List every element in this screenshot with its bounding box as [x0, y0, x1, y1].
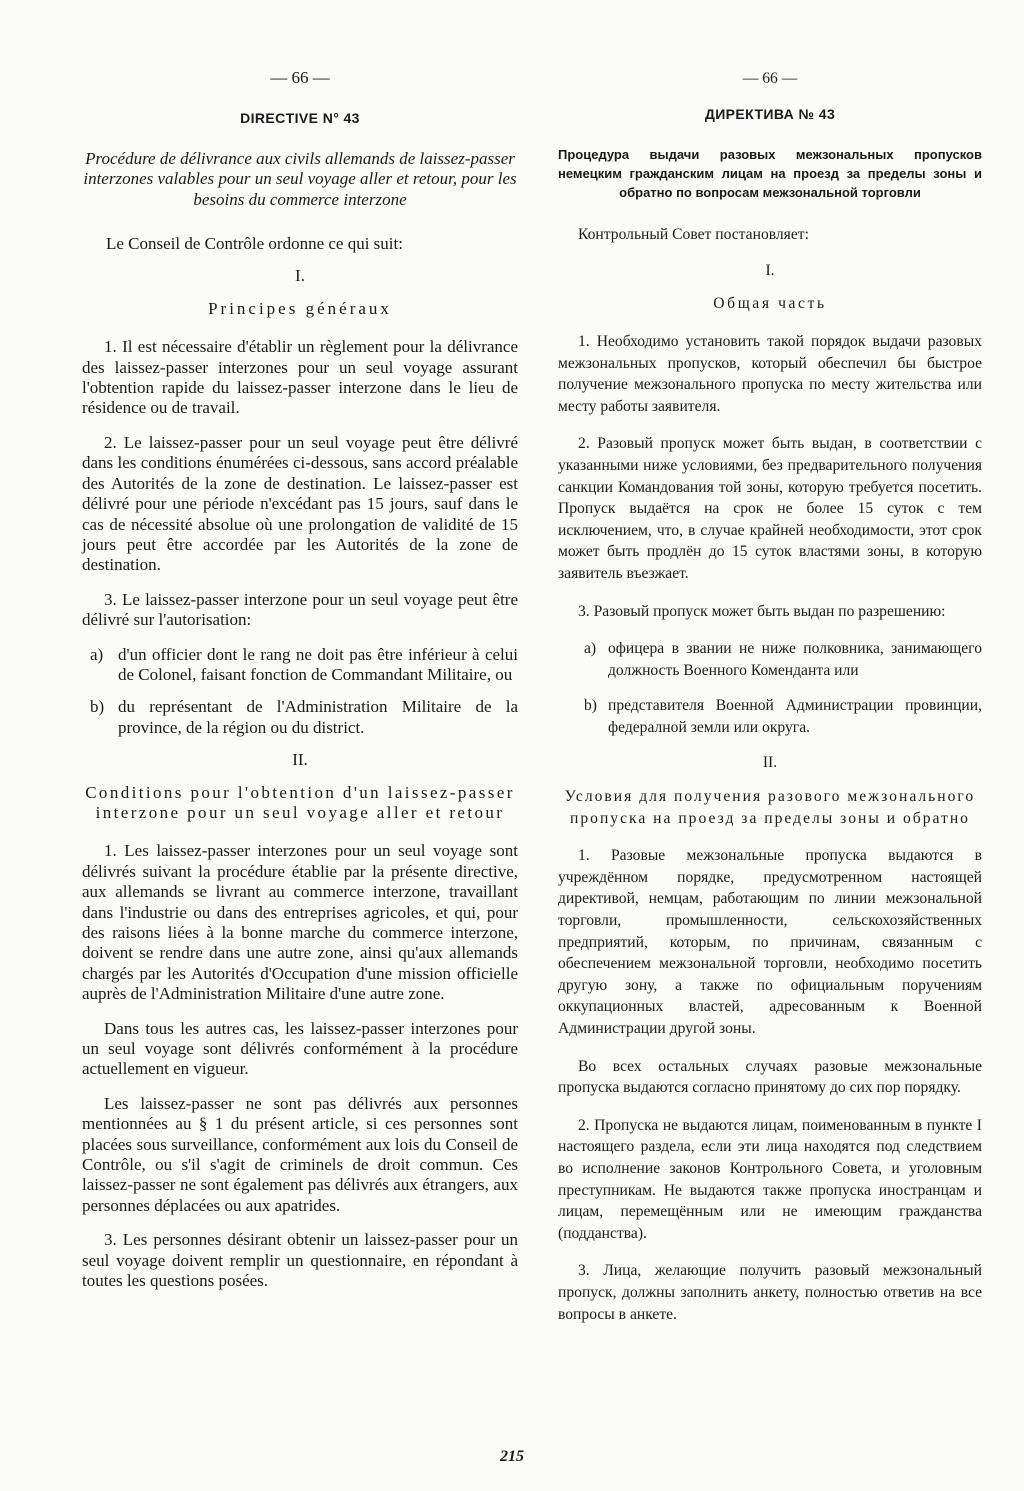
page-number: — 66 —	[270, 68, 330, 87]
directive-subtitle: Процедура выдачи разовых межзональных пропусков немецким гражданским лицам на проезд за пределы зоны и обратно по вопросам межзональной торговли	[558, 147, 982, 201]
list-item	[90, 697, 518, 738]
section-title: Общая часть	[713, 295, 827, 313]
list-item-label: а)	[584, 640, 597, 658]
russian-column	[558, 68, 982, 1341]
paragraph: 2. Пропуска не выдаются лицам, поименованным в пункте I настоящего раздела, если эти лица находятся под следствием во исполнение законов Контрольного Совета, и уголовным преступникам. Не выдаются также пропуска иностранцам и лицам, перемещённым или не имеющим гражданства (подданства).	[558, 1116, 982, 1242]
section-title: Principes généraux	[208, 298, 392, 318]
directive-subtitle: Procédure de délivrance aux civils allemands de laissez-passer interzones valables pour un seul voyage aller et retour, pour les besoins du commerce interzone	[83, 148, 517, 209]
paragraph: 3. Лица, желающие получить разовый межзональный пропуск, должны заполнить анкету, полностью ответив на все вопросы в анкете.	[558, 1262, 982, 1323]
list-item-text: d'un officier dont le rang ne doit pas être inférieur à celui de Colonel, faisant fonction de Commandant Militaire, ou	[118, 644, 518, 684]
paragraph: 1. Необходимо установить такой порядок выдачи разовых межзональных пропусков, который обеспечил бы быстрое получение межзонального пропуска по месту жительства или месту работы заявителя.	[558, 332, 982, 415]
list-item-text: офицера в звании не ниже полковника, занимающего должность Военного Коменданта или	[608, 640, 982, 679]
paragraph: 2. Le laissez-passer pour un seul voyage peut être délivré dans les conditions énumérées ci-dessous, sans accord préalable des Autorités de la zone de destination. Le laissez-passer est délivré pour une période n'excédant pas 15 jours, sauf dans le cas de nécessité absolue où une prolongation de validité de 15 jours peut être accordée par les Autorités de la zone de destination.	[82, 432, 518, 575]
paragraph: 1. Il est nécessaire d'établir un règlement pour la délivrance des laissez-passer interzones pour un seul voyage assurant l'obtention rapide du laissez-passer interzone dans le lieu de résidence ou de travail.	[82, 337, 518, 418]
list-item	[90, 645, 518, 686]
list-item	[584, 695, 982, 738]
french-column	[82, 68, 518, 1306]
section-title: Conditions pour l'obtention d'un laissez-passer interzone pour un seul voyage aller et retour	[85, 782, 515, 822]
folio-number: 215	[500, 1448, 524, 1465]
list-item-text: du représentant de l'Administration Militaire de la province, de la région ou du district.	[118, 697, 518, 737]
paragraph: 2. Разовый пропуск может быть выдан, в соответствии с указанными ниже условиями, без предварительного получения санкции Командования той зоны, которую требуется посетить. Пропуск выдаётся на срок не более 15 суток с тем исключением, что, в случае крайней необходимости, этот срок может быть продлён до 15 суток властями зоны, в которую заявитель въезжает.	[558, 435, 982, 582]
intro-text: Le Conseil de Contrôle ordonne ce qui suit:	[106, 234, 403, 254]
list-item-label: b)	[584, 697, 597, 715]
list-item-label: a)	[90, 644, 104, 664]
directive-title: DIRECTIVE N° 43	[240, 110, 360, 127]
section-numeral: I.	[765, 261, 775, 279]
paragraph: Во всех остальных случаях разовые межзональные пропуска выдаются согласно принятому до сих пор порядку.	[558, 1057, 982, 1097]
paragraph: 3. Разовый пропуск может быть выдан по разрешению:	[578, 602, 946, 620]
list-item	[584, 638, 982, 681]
intro-text: Контрольный Совет постановляет:	[578, 226, 809, 244]
page-number: — 66 —	[742, 70, 798, 87]
paragraph: Les laissez-passer ne sont pas délivrés aux personnes mentionnées au § 1 du présent article, si ces personnes sont placées sous surveillance, conformément aux lois du Conseil de Contrôle, ou s'il s'agit de criminels de droit commun. Ces laissez-passer ne sont également pas délivrés aux étrangers, aux personnes déplacées ou aux apatrides.	[82, 1093, 518, 1215]
paragraph: 3. Les personnes désirant obtenir un laissez-passer pour un seul voyage doivent remplir un questionnaire, en répondant à toutes les questions posées.	[82, 1230, 518, 1291]
list-item-label: b)	[90, 697, 105, 717]
section-numeral: II.	[762, 754, 778, 772]
paragraph: Dans tous les autres cas, les laissez-passer interzones pour un seul voyage sont délivrés conformément à la procédure actuellement en vigueur.	[82, 1018, 518, 1079]
section-title: Условия для получения разового межзонального пропуска на проезд за пределы зоны и обратно	[564, 788, 976, 827]
paragraph: 3. Le laissez-passer interzone pour un seul voyage peut être délivré sur l'autorisation:	[82, 589, 518, 630]
paragraph: 1. Разовые межзональные пропуска выдаются в учреждённом порядке, предусмотренном настоящей директивой, немцам, работающим по линии межзональной торговли, промышленности, сельскохозяйственных предприятий, которым, по причинам, связанным с обеспечением межзональной торговли, необходимо посетить другую зону, а также по официальным поручениям оккупационных властей, адресованным к Военной Администрации другой зоны.	[558, 847, 982, 1037]
paragraph: 1. Les laissez-passer interzones pour un seul voyage sont délivrés suivant la procédure établie par la présente directive, aux allemands se livrant au commerce interzone, travaillant dans l'industrie ou dans des entreprises agricoles, et qui, pour des raisons liées à la bonne marche du commerce interzone, doivent se rendre dans une autre zone, ainsi qu'aux allemands chargés par les Autorités d'Occupation d'une mission officielle auprès de l'Administration Militaire d'une autre zone.	[82, 841, 518, 1004]
section-numeral: I.	[295, 266, 305, 286]
directive-title: ДИРЕКТИВА № 43	[704, 105, 836, 122]
section-numeral: II.	[292, 750, 308, 770]
list-item-text: представителя Военной Администрации провинции, федералной земли или округа.	[608, 697, 982, 736]
